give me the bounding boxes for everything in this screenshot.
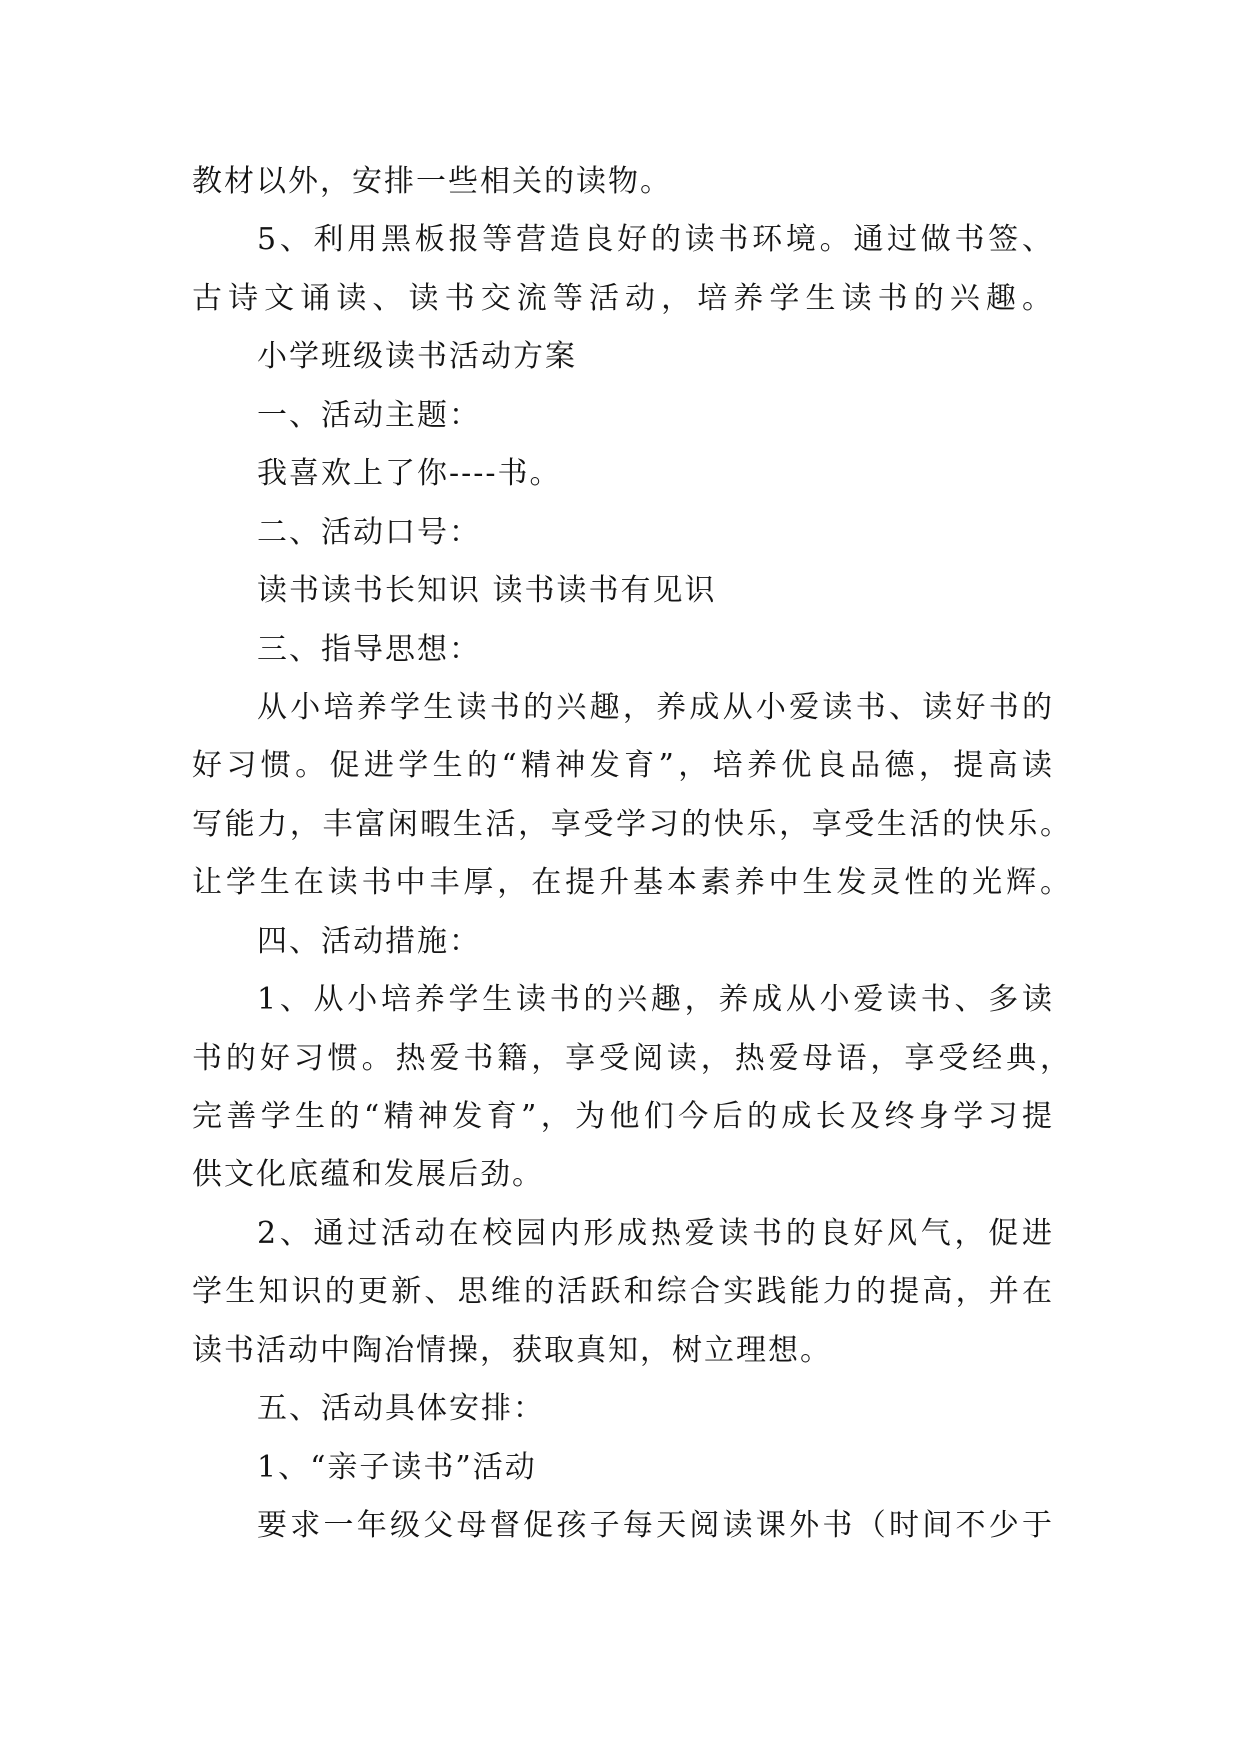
body-text-line: 从小培养学生读书的兴趣，养成从小爱读书、读好书的 (257, 689, 1052, 725)
body-text-line: 1、从小培养学生读书的兴趣，养成从小爱读书、多读 (257, 982, 1052, 1018)
document-title: 小学班级读书活动方案 (257, 339, 577, 375)
section-heading: 一、活动主题： (257, 397, 481, 433)
section-heading: 三、指导思想： (257, 631, 481, 667)
body-text-line: 完善学生的“精神发育”，为他们今后的成长及终身学习提 (192, 1099, 1052, 1134)
section-heading: 二、活动口号： (257, 514, 481, 550)
body-text-line: 好习惯。促进学生的“精神发育”，培养优良品德，提高读 (192, 748, 1052, 784)
body-text-line: 读书活动中陶冶情操，获取真知，树立理想。 (192, 1332, 832, 1368)
body-text-line: 读书读书长知识 读书读书有见识 (257, 573, 717, 609)
body-text-line: 古诗文诵读、读书交流等活动，培养学生读书的兴趣。 (192, 280, 1052, 316)
body-text-line: 书的好习惯。热爱书籍，享受阅读，热爱母语，享受经典， (192, 1040, 1070, 1076)
body-text-line: 教材以外，安排一些相关的读物。 (192, 164, 672, 199)
section-heading: 五、活动具体安排： (257, 1391, 545, 1427)
body-text-line: 2、通过活动在校园内形成热爱读书的良好风气，促进 (257, 1215, 1052, 1251)
body-text-line: 写能力，丰富闲暇生活，享受学习的快乐，享受生活的快乐。 (192, 806, 1070, 842)
body-text-line: 我喜欢上了你----书。 (257, 456, 562, 492)
body-text-line: 5、利用黑板报等营造良好的读书环境。通过做书签、 (257, 222, 1052, 258)
body-text-line: 学生知识的更新、思维的活跃和综合实践能力的提高，并在 (192, 1274, 1052, 1310)
body-text-line: 要求一年级父母督促孩子每天阅读课外书（时间不少于 (257, 1508, 1052, 1544)
section-heading: 四、活动措施： (257, 923, 481, 959)
body-text-line: 让学生在读书中丰厚，在提升基本素养中生发灵性的光辉。 (192, 865, 1070, 901)
body-text-line: 供文化底蕴和发展后劲。 (192, 1157, 544, 1193)
subsection-heading: 1、“亲子读书”活动 (257, 1449, 537, 1485)
